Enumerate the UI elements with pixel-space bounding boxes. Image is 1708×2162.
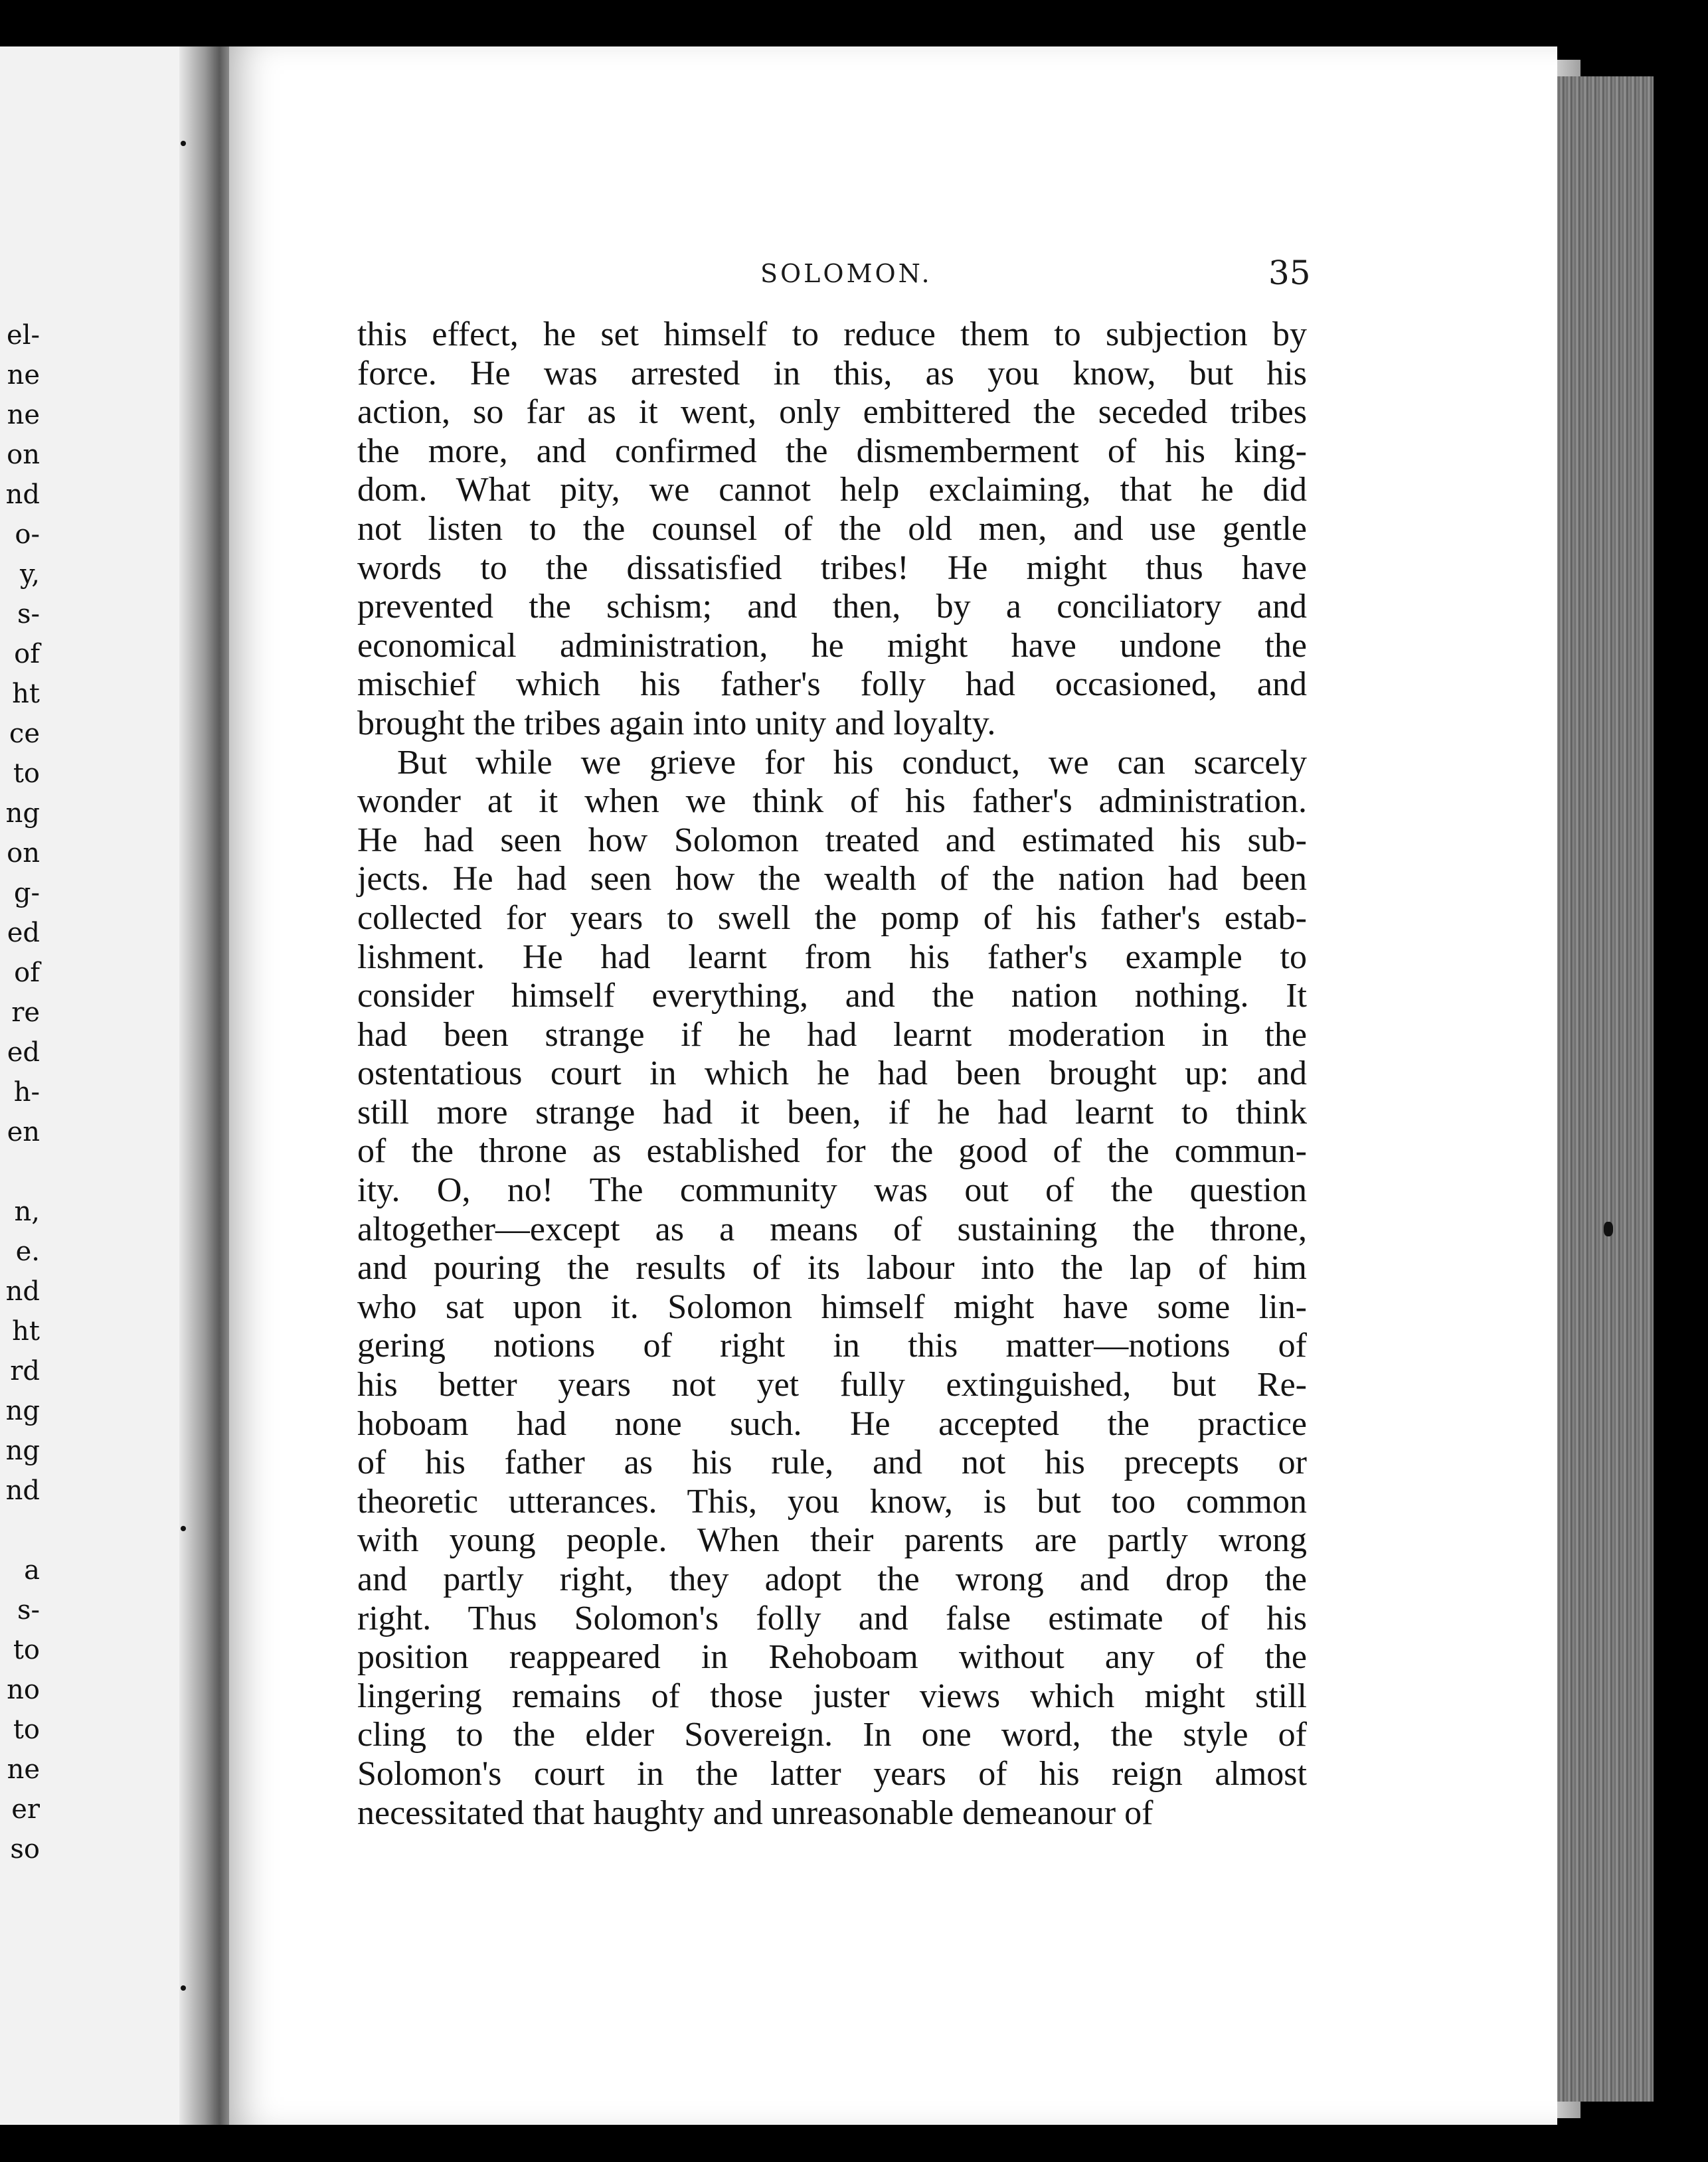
text-line: lishment. He had learnt from his father's example to: [357, 938, 1307, 976]
text-line: theoretic utterances. This, you know, is but too common: [357, 1482, 1307, 1521]
text-line: He had seen how Solomon treated and estimated his sub-: [357, 821, 1307, 859]
text-line: and pouring the results of its labour into the lap of him: [357, 1249, 1307, 1288]
left-fragment: ne: [7, 360, 40, 390]
text-line: collected for years to swell the pomp of his father's estab-: [357, 898, 1307, 937]
page-number: 35: [1268, 254, 1311, 292]
text-line: had been strange if he had learnt moderation in the: [357, 1015, 1307, 1054]
left-fragment: ne: [7, 400, 40, 430]
text-line: hoboam had none such. He accepted the practice: [357, 1404, 1307, 1443]
left-fragment: [0, 1511, 40, 1550]
text-line: position reappeared in Rehoboam without any of the: [357, 1638, 1307, 1677]
text-line: prevented the schism; and then, by a conciliatory and: [357, 588, 1307, 626]
left-fragment: to: [13, 1635, 40, 1665]
left-fragment: s-: [17, 599, 40, 629]
left-fragment: ed: [7, 1037, 40, 1068]
left-fragment: ht: [12, 679, 40, 709]
text-line: not listen to the counsel of the old men, and use gentle: [357, 509, 1307, 548]
left-fragment: nd: [5, 1276, 40, 1307]
left-fragment: on: [7, 440, 40, 470]
text-line: ity. O, no! The community was out of the question: [357, 1171, 1307, 1210]
left-fragment: no: [7, 1675, 40, 1705]
text-line: his better years not yet fully extinguished, but Re-: [357, 1366, 1307, 1404]
left-fragment: ht: [12, 1316, 40, 1347]
text-line: brought the tribes again into unity and loyalty.: [357, 704, 996, 742]
left-fragment: [0, 1152, 40, 1192]
left-fragment: ne: [7, 1754, 40, 1785]
text-line: and partly right, they adopt the wrong and drop the: [357, 1560, 1307, 1598]
body-text: [357, 315, 1307, 1833]
running-head: [229, 254, 1557, 299]
text-line: dom. What pity, we cannot help exclaiming, that he did: [357, 471, 1307, 509]
left-fragment: o-: [15, 519, 40, 550]
left-fragment: en: [7, 1117, 40, 1147]
text-line: consider himself everything, and the nation nothing. It: [357, 977, 1307, 1015]
text-line: the more, and confirmed the dismemberment of his king-: [357, 432, 1307, 470]
page-speck: [181, 141, 186, 146]
left-fragment: of: [14, 957, 40, 988]
left-fragment: s-: [17, 1595, 40, 1625]
left-fragment: e.: [15, 1236, 40, 1267]
text-line: who sat upon it. Solomon himself might have some lin-: [357, 1288, 1307, 1326]
text-line: words to the dissatisfied tribes! He might thus have: [357, 548, 1307, 587]
left-fragment: ng: [5, 1396, 40, 1426]
text-line: mischief which his father's folly had occasioned, and: [357, 665, 1307, 704]
text-line: right. Thus Solomon's folly and false estimate of his: [357, 1599, 1307, 1637]
text-line: force. He was arrested in this, as you know, but his: [357, 354, 1307, 392]
left-fragment: y,: [20, 559, 40, 590]
ink-blot: [1604, 1222, 1613, 1236]
page-35: [229, 46, 1557, 2125]
text-line: gering notions of right in this matter—notions of: [357, 1327, 1307, 1365]
text-line: altogether—except as a means of sustaining the throne,: [357, 1210, 1307, 1248]
left-fragment: er: [11, 1794, 40, 1825]
left-fragment: ce: [9, 718, 40, 749]
left-fragment: nd: [5, 479, 40, 510]
page-speck: [181, 1526, 186, 1531]
left-fragment: nd: [5, 1475, 40, 1506]
text-line: action, so far as it went, only embittered the seceded tribes: [357, 393, 1307, 432]
left-fragment: re: [11, 997, 40, 1028]
left-fragment: n,: [14, 1197, 40, 1227]
running-title: SOLOMON.: [760, 259, 932, 288]
left-fragment: h-: [13, 1077, 40, 1108]
left-fragment: rd: [10, 1356, 40, 1386]
left-fragment: ed: [7, 918, 40, 948]
left-fragment: ng: [5, 1436, 40, 1466]
text-line: Solomon's court in the latter years of his reign almost: [357, 1754, 1307, 1793]
left-fragment: to: [13, 1714, 40, 1745]
text-line: still more strange had it been, if he had learnt to think: [357, 1093, 1307, 1131]
text-line: economical administration, he might have undone the: [357, 626, 1307, 665]
left-fragment: of: [14, 639, 40, 669]
text-line: of the throne as established for the good of the commun-: [357, 1132, 1307, 1171]
page-block-edge: [1547, 76, 1654, 2102]
text-line: But while we grieve for his conduct, we can scarcely: [397, 743, 1307, 782]
text-line: ostentatious court in which he had been brought up: and: [357, 1054, 1307, 1093]
page-speck: [181, 1985, 186, 1991]
left-fragment: ng: [5, 798, 40, 829]
text-line: of his father as his rule, and not his precepts or: [357, 1444, 1307, 1482]
left-fragment: to: [13, 758, 40, 789]
left-fragment: a: [24, 1555, 40, 1586]
text-line: jects. He had seen how the wealth of the nation had been: [357, 860, 1307, 898]
text-line: necessitated that haughty and unreasonable demeanour of: [357, 1793, 1153, 1832]
left-fragment: on: [7, 838, 40, 869]
text-line: with young people. When their parents are partly wrong: [357, 1521, 1307, 1560]
text-line: cling to the elder Sovereign. In one word, the style of: [357, 1716, 1307, 1754]
left-page-text-fragments: [0, 315, 40, 1869]
left-fragment: g-: [13, 878, 40, 908]
text-line: this effect, he set himself to reduce them to subjection by: [357, 315, 1307, 353]
left-fragment: el-: [7, 320, 40, 351]
left-fragment: so: [10, 1834, 40, 1865]
text-line: wonder at it when we think of his father's administration.: [357, 782, 1307, 821]
text-line: lingering remains of those juster views which might still: [357, 1677, 1307, 1715]
